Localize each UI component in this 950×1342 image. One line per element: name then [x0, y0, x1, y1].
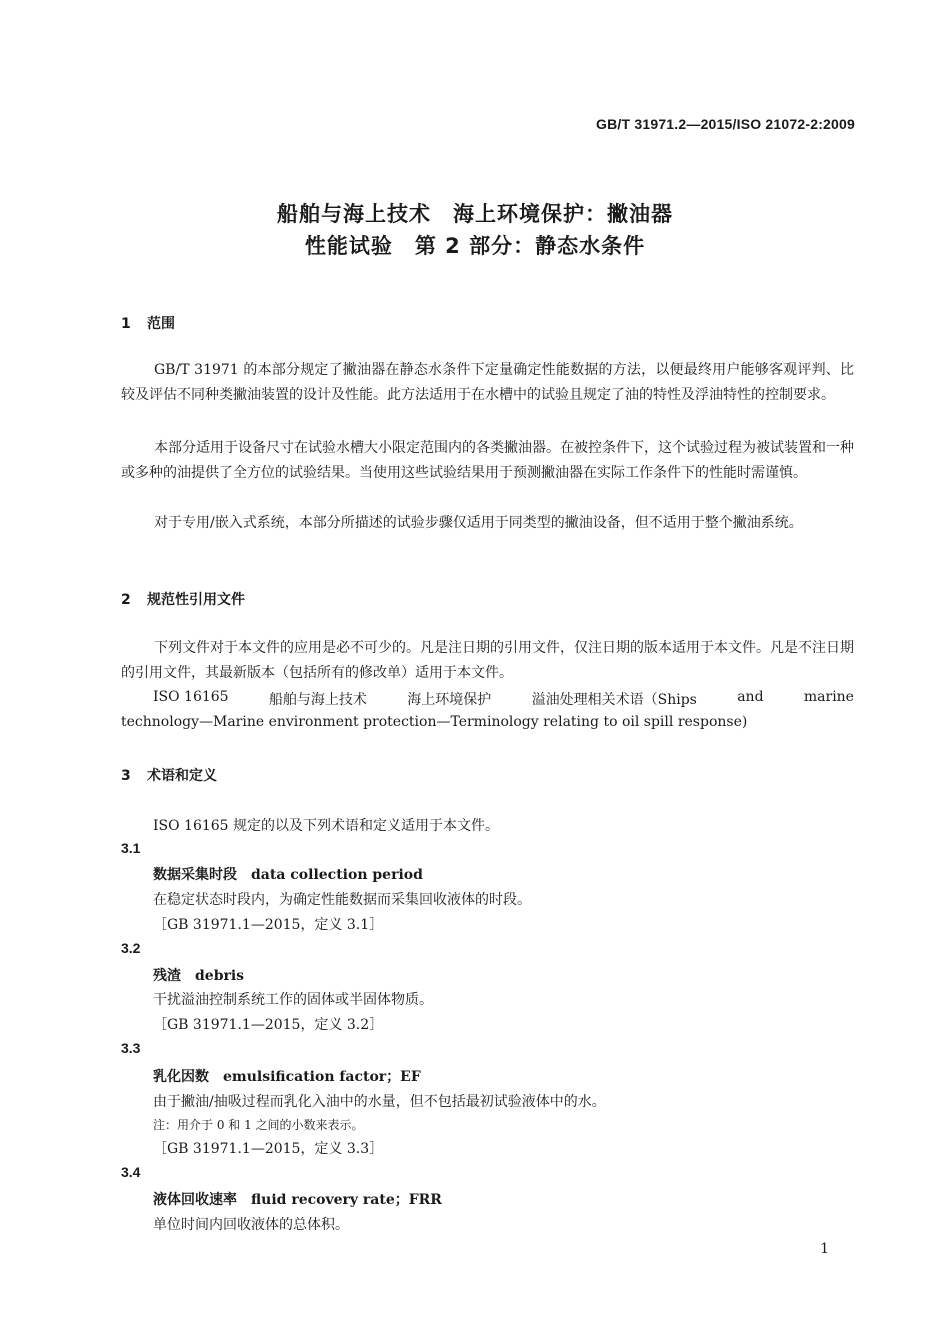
term-zh: 数据采集时段 — [153, 867, 237, 883]
term-zh: 液体回收速率 — [153, 1192, 237, 1208]
term-note: 注：用介于 0 和 1 之间的小数来表示。 — [153, 1118, 364, 1132]
term-en: fluid recovery rate；FRR — [251, 1192, 442, 1208]
normative-reference: ISO 16165 船舶与海上技术 海上环境保护 溢油处理相关术语（Ships and marine — [153, 689, 854, 708]
term-source: ［GB 31971.1—2015，定义 3.3］ — [153, 1141, 384, 1157]
term-number: 3.4 — [121, 1164, 141, 1180]
term-entry — [153, 864, 423, 884]
term-definition: 单位时间内回收液体的总体积。 — [153, 1217, 349, 1233]
term-source: ［GB 31971.1—2015，定义 3.1］ — [153, 917, 384, 933]
paragraph: 对于专用/嵌入式系统，本部分所描述的试验步骤仅适用于同类型的撇油设备，但不适用于整个撇油系统。 — [154, 515, 803, 531]
page-number: 1 — [820, 1241, 829, 1257]
document-title — [0, 198, 950, 262]
term-source: ［GB 31971.1—2015，定义 3.2］ — [153, 1017, 384, 1033]
paragraph: 下列文件对于本文件的应用是必不可少的。凡是注日期的引用文件，仅注日期的版本适用于本文件。凡是不注日期的引用文件，其最新版本（包括所有的修改单）适用于本文件。 — [121, 640, 854, 681]
term-entry — [153, 1066, 421, 1086]
title-line-2: 性能试验 第 2 部分：静态水条件 — [304, 234, 646, 258]
normative-reference-continuation: technology—Marine environment protection—Terminology relating to oil spill response) — [121, 714, 748, 730]
reference-code: ISO 16165 — [153, 689, 229, 705]
standard-code: GB/T 31971.2—2015/ISO 21072-2:2009 — [596, 116, 855, 132]
term-entry — [153, 965, 244, 985]
paragraph: GB/T 31971 的本部分规定了撇油器在静态水条件下定量确定性能数据的方法，以便最终用户能够客观评判、比较及评估不同种类撇油装置的设计及性能。此方法适用于在水槽中的试验且规定了油的特性及浮油特性的控制要求。 — [121, 362, 854, 403]
term-definition: 由于撇油/抽吸过程而乳化入油中的水量，但不包括最初试验液体中的水。 — [153, 1094, 606, 1110]
section-title: 术语和定义 — [147, 768, 217, 784]
title-line-1: 船舶与海上技术 海上环境保护：撇油器 — [277, 202, 673, 226]
term-en: emulsification factor；EF — [223, 1069, 421, 1085]
section-3-heading — [121, 765, 217, 785]
section-title: 范围 — [147, 316, 175, 332]
section-number: 1 — [121, 316, 131, 332]
term-en: debris — [195, 968, 245, 984]
section-2-heading — [121, 589, 245, 609]
term-zh: 乳化因数 — [153, 1069, 209, 1085]
section-number: 2 — [121, 592, 131, 608]
section-title: 规范性引用文件 — [147, 592, 245, 608]
term-zh: 残渣 — [153, 968, 181, 984]
term-definition: 干扰溢油控制系统工作的固体或半固体物质。 — [153, 992, 433, 1008]
section-1-heading — [121, 313, 175, 333]
term-definition: 在稳定状态时段内，为确定性能数据而采集回收液体的时段。 — [153, 892, 531, 908]
term-entry — [153, 1189, 442, 1209]
section-number: 3 — [121, 768, 131, 784]
term-number: 3.1 — [121, 840, 141, 856]
term-number: 3.3 — [121, 1040, 141, 1056]
paragraph: 本部分适用于设备尺寸在试验水槽大小限定范围内的各类撇油器。在被控条件下，这个试验过程为被试装置和一种或多种的油提供了全方位的试验结果。当使用这些试验结果用于预测撇油器在实际工作条件下的性能时需谨慎。 — [121, 440, 854, 481]
term-number: 3.2 — [121, 940, 141, 956]
term-en: data collection period — [251, 867, 423, 883]
section-intro: ISO 16165 规定的以及下列术语和定义适用于本文件。 — [153, 818, 500, 834]
